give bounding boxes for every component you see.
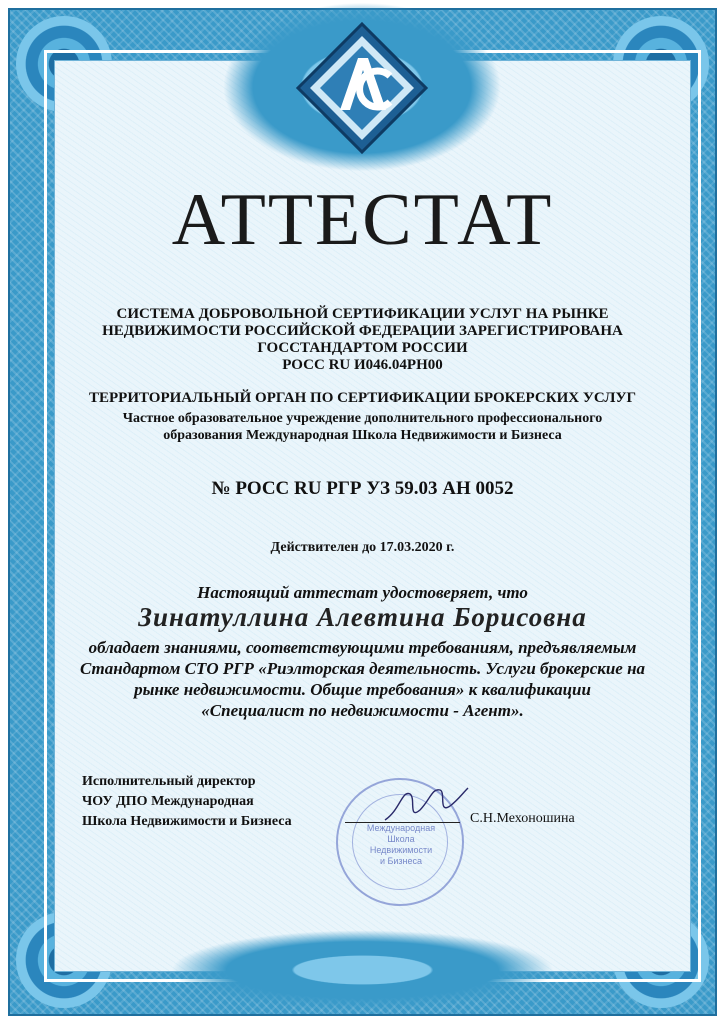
director-line: Исполнительный директор: [82, 774, 256, 789]
signer-name: С.Н.Мехоношина: [470, 811, 575, 826]
certifies-text: Настоящий аттестат удостоверяет, что: [197, 583, 528, 602]
director-line: Школа Недвижимости и Бизнеса: [82, 814, 292, 829]
organ-line: образования Международная Школа Недвижимости и Бизнеса: [163, 428, 562, 443]
body-line: «Специалист по недвижимости - Агент».: [201, 701, 524, 720]
system-line: СИСТЕМА ДОБРОВОЛЬНОЙ СЕРТИФИКАЦИИ УСЛУГ НА РЫНКЕ: [116, 306, 609, 322]
certificate-number: № РОСС RU РГР УЗ 59.03 АН 0052: [211, 478, 514, 499]
system-line: НЕДВИЖИМОСТИ РОССИЙСКОЙ ФЕДЕРАЦИИ ЗАРЕГИСТРИРОВАНА: [102, 323, 623, 339]
validity-date: Действителен до 17.03.2020 г.: [270, 540, 455, 555]
stamp-line: Недвижимости: [369, 845, 433, 855]
system-line: ГОССТАНДАРТОМ РОССИИ: [257, 340, 468, 356]
director-line: ЧОУ ДПО Международная: [82, 794, 254, 809]
body-line: Стандартом СТО РГР «Риэлторская деятельность. Услуги брокерские на: [79, 659, 646, 678]
stamp-line: Международная: [366, 823, 436, 833]
organ-title: ТЕРРИТОРИАЛЬНЫЙ ОРГАН ПО СЕРТИФИКАЦИИ БРОКЕРСКИХ УСЛУГ: [88, 390, 637, 406]
system-line: РОСС RU И046.04РН00: [282, 357, 443, 373]
signature-icon: [380, 780, 470, 830]
system-block: [70, 306, 655, 374]
director-block: [82, 772, 342, 832]
stamp-line: и Бизнеса: [379, 856, 423, 866]
bottom-rosette: [170, 930, 555, 1010]
certificate-title: АТТЕСТАТ: [171, 179, 554, 261]
organ-line: Частное образовательное учреждение дополнительного профессионального: [122, 411, 603, 426]
organ-block: [70, 410, 655, 444]
qualification-text: [70, 637, 655, 721]
holder-name: Зинатуллина Алевтина Борисовна: [138, 602, 587, 632]
body-line: обладает знаниями, соответствующими требованиям, предъявляемым: [88, 638, 637, 657]
body-line: рынке недвижимости. Общие требования» к квалификации: [134, 680, 591, 699]
asc-logo-icon: [292, 18, 432, 158]
stamp-line: Школа: [387, 834, 415, 844]
